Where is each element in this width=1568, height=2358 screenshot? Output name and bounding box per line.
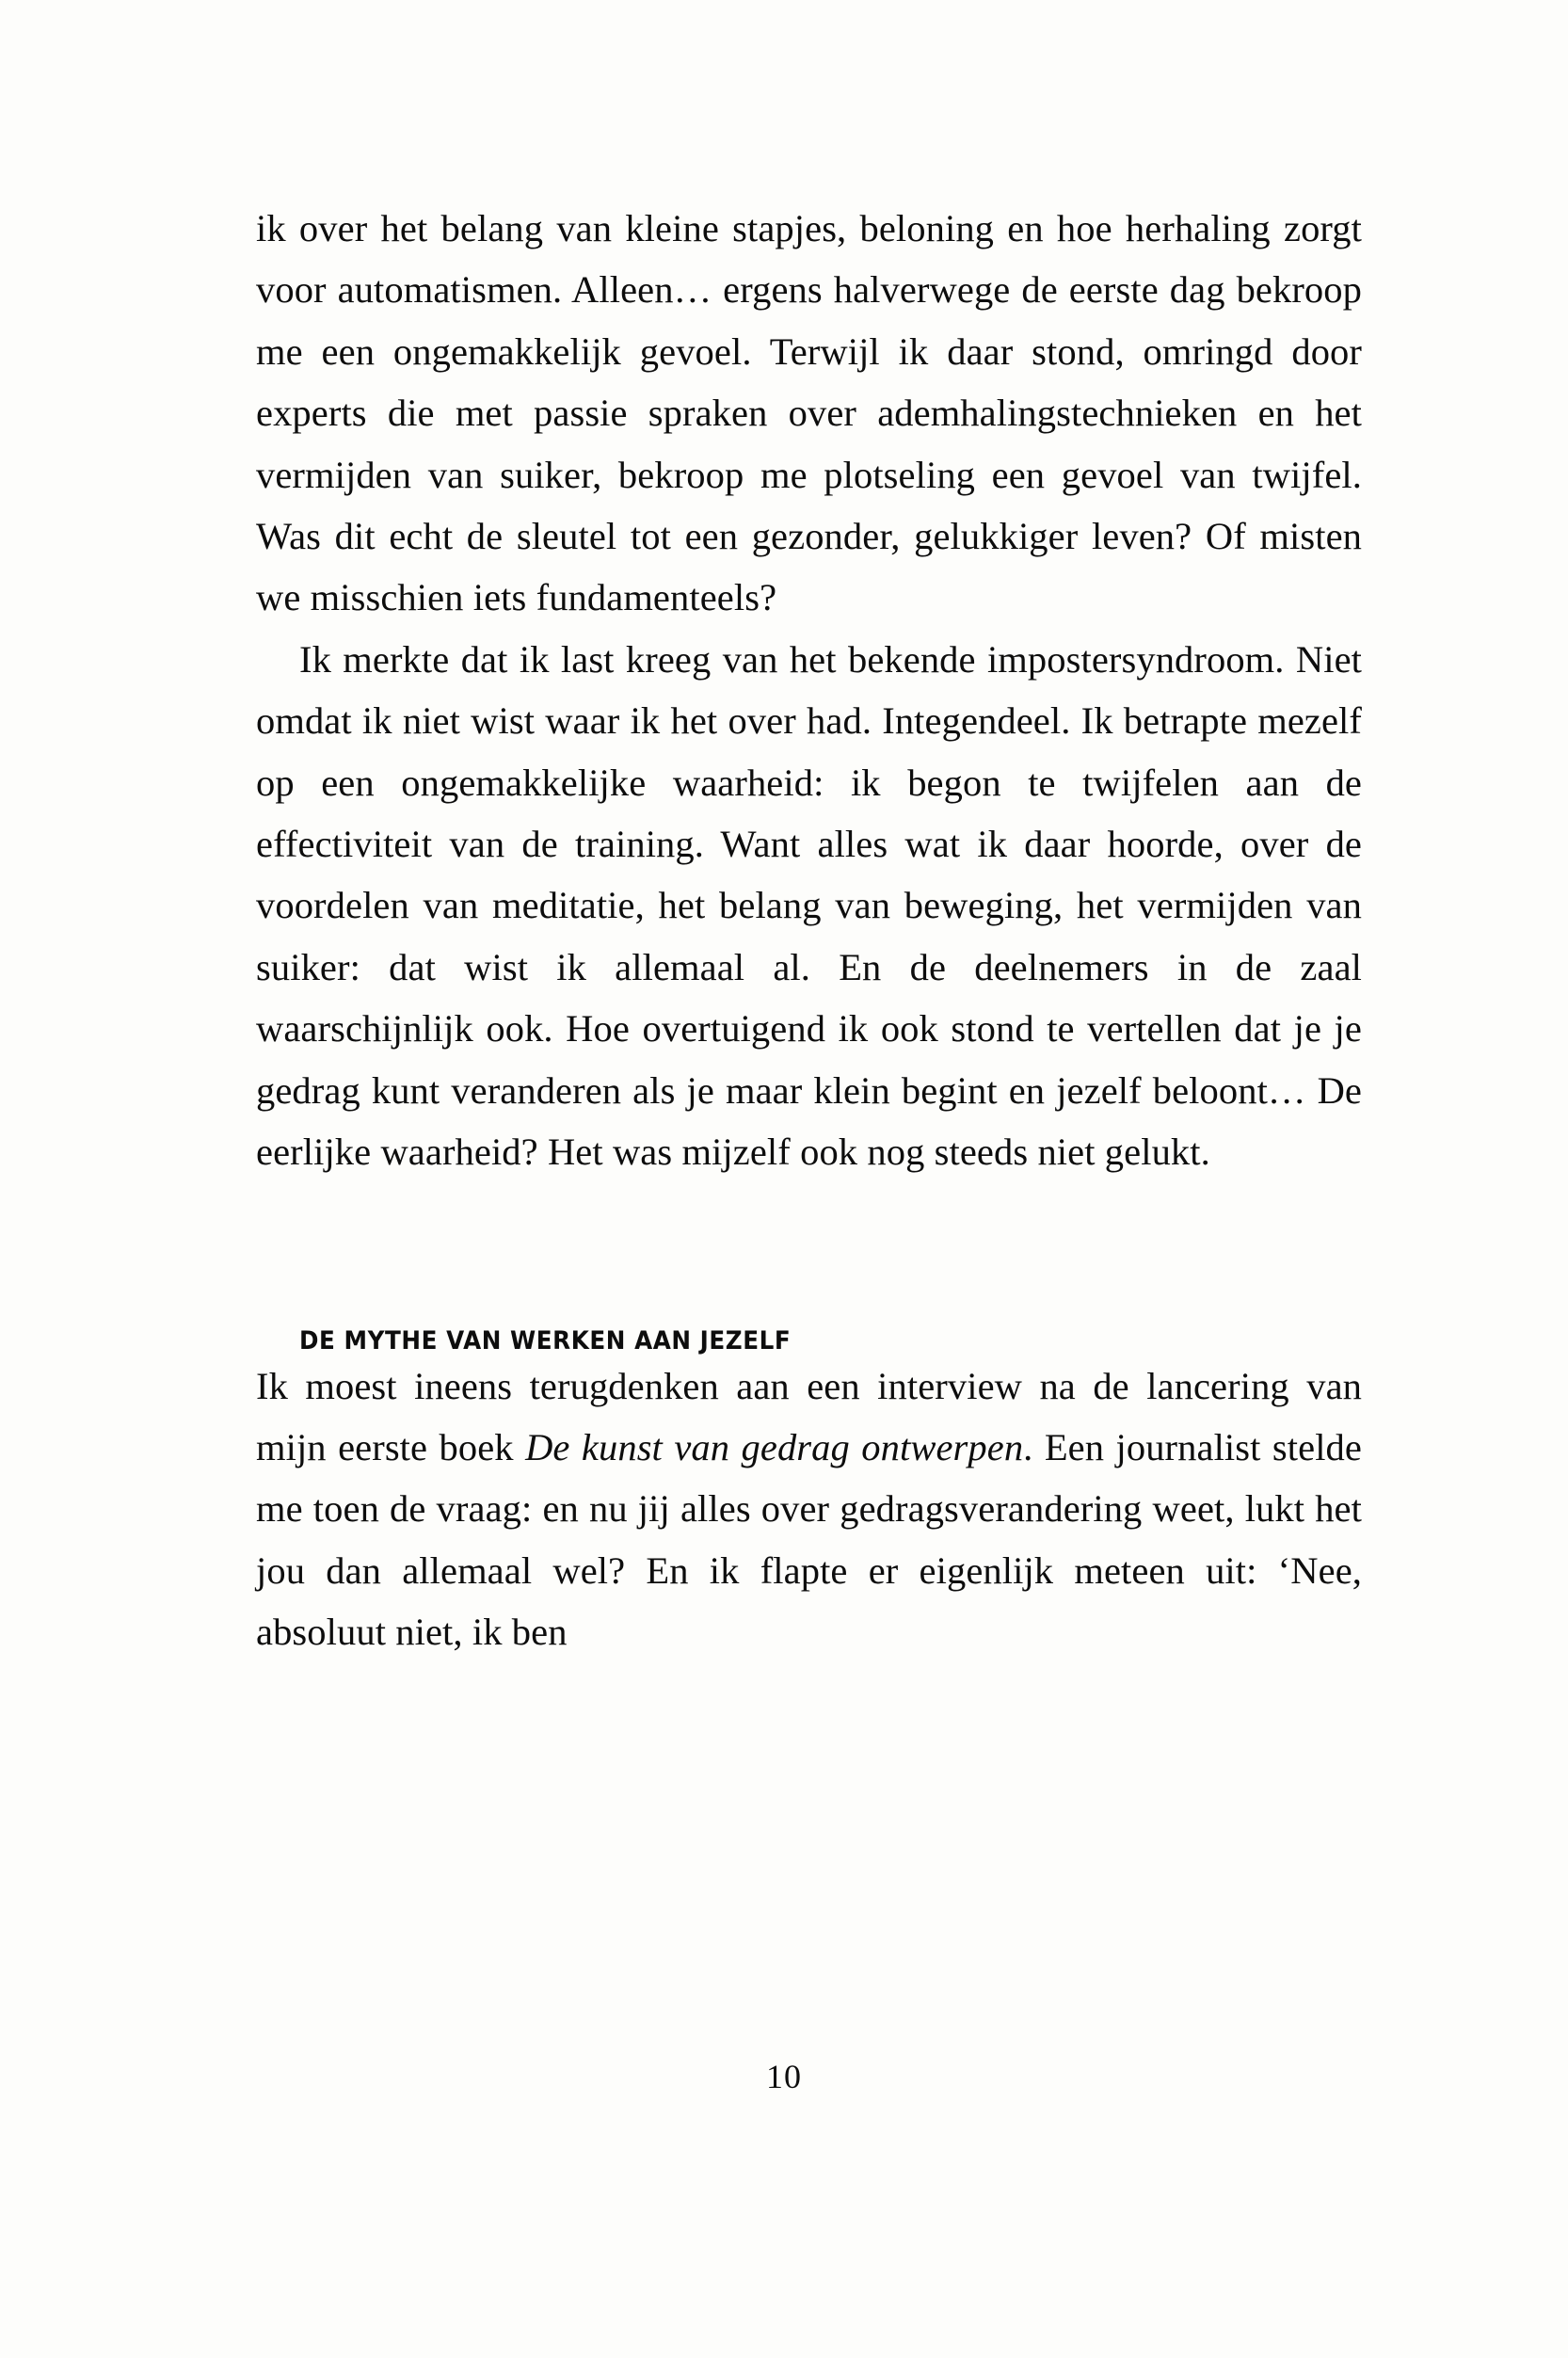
paragraph-2: Ik merkte dat ik last kreeg van het bekende impostersyndroom. Niet omdat ik niet wist waar ik het over had. Integendeel. Ik betrapte mezelf op een ongemakkelijke waarheid: ik begon te twijfelen aan de effectiviteit van de training. Want alles wat ik daar hoorde, over de voordelen van meditatie, het belang van beweging, het vermijden van suiker: dat wist ik allemaal al. En de deelnemers in de zaal waarschijnlijk ook. Hoe overtuigend ik ook stond te vertellen dat je je gedrag kunt veranderen als je maar klein begint en jezelf beloont… De eerlijke waarheid? Het was mijzelf ook nog steeds niet gelukt. (256, 637, 1362, 1174)
book-title-italic: De kunst van gedrag ontwerpen (525, 1425, 1024, 1468)
paragraph-1: ik over het belang van kleine stapjes, beloning en hoe herhaling zorgt voor automatismen. Alleen… ergens halverwege de eerste dag bekroop me een ongemakkelijk gevoel. Terwijl ik daar stond, omringd door experts die met passie spraken over ademhalingstechnieken en het vermijden van suiker, bekroop me plotseling een gevoel van twijfel. Was dit echt de sleutel tot een gezonder, gelukkiger leven? Of misten we misschien iets fundamenteels? (256, 207, 1362, 619)
page-text-column (256, 198, 1362, 1663)
paragraph-3-text-before-title: Ik moest ineens terugdenken aan een interview na de lancering van mijn eerste boek (256, 1364, 1362, 1468)
section-heading-block (256, 1326, 1362, 1355)
paragraph-3 (256, 1355, 1362, 1663)
paragraph-3-text-after-title: . Een journalist stelde me toen de vraag: en nu jij alles over gedragsverandering weet, lukt het jou dan allemaal wel? En ik flapte er eigenlijk meteen uit: ‘Nee, absoluut niet, ik ben (256, 1425, 1362, 1654)
section-heading: DE MYTHE VAN WERKEN AAN JEZELF (299, 1325, 792, 1355)
page-number: 10 (766, 2058, 802, 2095)
